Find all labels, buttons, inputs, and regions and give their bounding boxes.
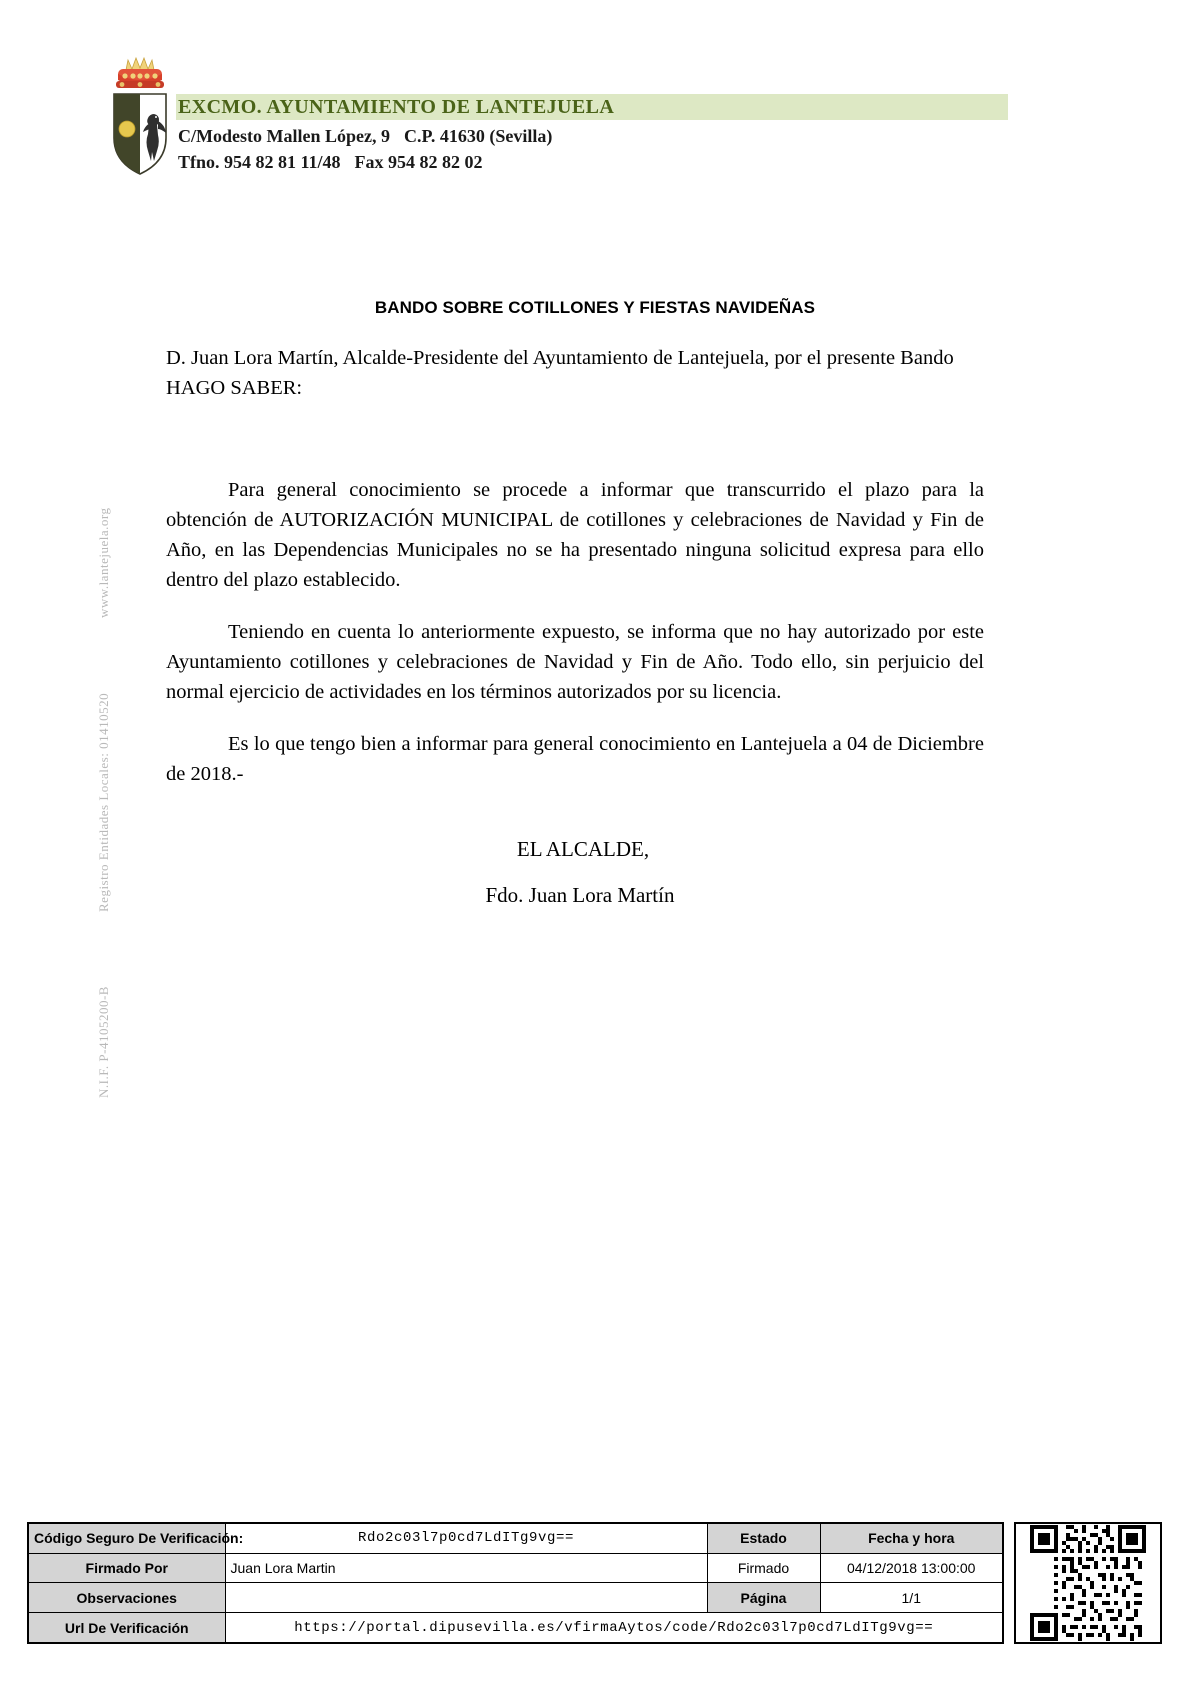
address-line xyxy=(178,126,552,147)
observaciones-value xyxy=(225,1583,707,1613)
body-paragraph-1: Para general conocimiento se procede a informar que transcurrido el plazo para la obtención de AUTORIZACIÓN MUNICIPAL de cotillones y celebraciones de Navidad y Fin de Año, en las Dependencias Municipales no se ha presentado ninguna solicitud expresa para ello dentro del plazo establecido. xyxy=(166,479,984,591)
margin-note-nif: N.I.F. P-4105200-B xyxy=(96,986,111,1098)
verification-table xyxy=(27,1522,1004,1644)
verification-footer xyxy=(27,1522,1163,1644)
signature-name: Fdo. Juan Lora Martín xyxy=(485,883,675,907)
table-row xyxy=(28,1583,1003,1613)
fecha-hora-header: Fecha y hora xyxy=(820,1523,1003,1553)
intro-line-1: D. Juan Lora Martín, Alcalde-Presidente del Ayuntamiento de Lantejuela, por el presente Bando xyxy=(166,347,954,369)
csv-value: Rdo2c03l7p0cd7LdITg9vg== xyxy=(225,1523,707,1553)
page-title: BANDO SOBRE COTILLONES Y FIESTAS NAVIDEÑAS xyxy=(374,298,816,317)
firmado-por-value: Juan Lora Martin xyxy=(225,1553,707,1583)
estado-value: Firmado xyxy=(707,1553,820,1583)
contact-line xyxy=(178,152,483,173)
url-verificacion-label: Url De Verificación xyxy=(28,1613,225,1643)
intro-line-2: HAGO SABER: xyxy=(166,377,303,399)
body-spacer xyxy=(166,403,984,475)
table-row xyxy=(28,1613,1003,1643)
pagina-label: Página xyxy=(707,1583,820,1613)
coat-of-arms-icon xyxy=(96,52,184,180)
intro-paragraph xyxy=(166,343,984,403)
qr-code-icon[interactable] xyxy=(1014,1522,1162,1644)
table-row xyxy=(28,1553,1003,1583)
street-address: C/Modesto Mallen López, 9 xyxy=(178,126,390,146)
table-row xyxy=(28,1523,1003,1553)
observaciones-label: Observaciones xyxy=(28,1583,225,1613)
postal-city: C.P. 41630 (Sevilla) xyxy=(403,126,553,146)
letterhead xyxy=(88,52,1008,182)
margin-note-website: www.lantejuela.org xyxy=(96,507,111,618)
firmado-por-label: Firmado Por xyxy=(28,1553,225,1583)
csv-label: Código Seguro De Verificación: xyxy=(28,1523,225,1553)
url-verificacion-value[interactable]: https://portal.dipusevilla.es/vfirmaAytos/code/Rdo2c03l7p0cd7LdITg9vg== xyxy=(225,1613,1003,1643)
estado-header: Estado xyxy=(707,1523,820,1553)
body-paragraph-2: Teniendo en cuenta lo anteriormente expuesto, se informa que no hay autorizado por este Ayuntamiento cotillones y celebraciones de Navidad y Fin de Año. Todo ello, sin perjuicio del normal ejercicio de actividades en los términos autorizados por su licencia. xyxy=(166,621,984,703)
fax-number: Fax 954 82 82 02 xyxy=(354,152,483,172)
fecha-hora-value: 04/12/2018 13:00:00 xyxy=(820,1553,1003,1583)
organization-name: EXCMO. AYUNTAMIENTO DE LANTEJUELA xyxy=(178,96,615,118)
margin-note-registry: Registro Entidades Locales: 01410520 xyxy=(96,692,111,912)
signature-role: EL ALCALDE, xyxy=(516,837,650,861)
document-body xyxy=(166,343,984,789)
body-paragraph-3: Es lo que tengo bien a informar para general conocimiento en Lantejuela a 04 de Diciembre de 2018.- xyxy=(166,733,984,785)
pagina-value: 1/1 xyxy=(820,1583,1003,1613)
phone-number: Tfno. 954 82 81 11/48 xyxy=(178,152,341,172)
